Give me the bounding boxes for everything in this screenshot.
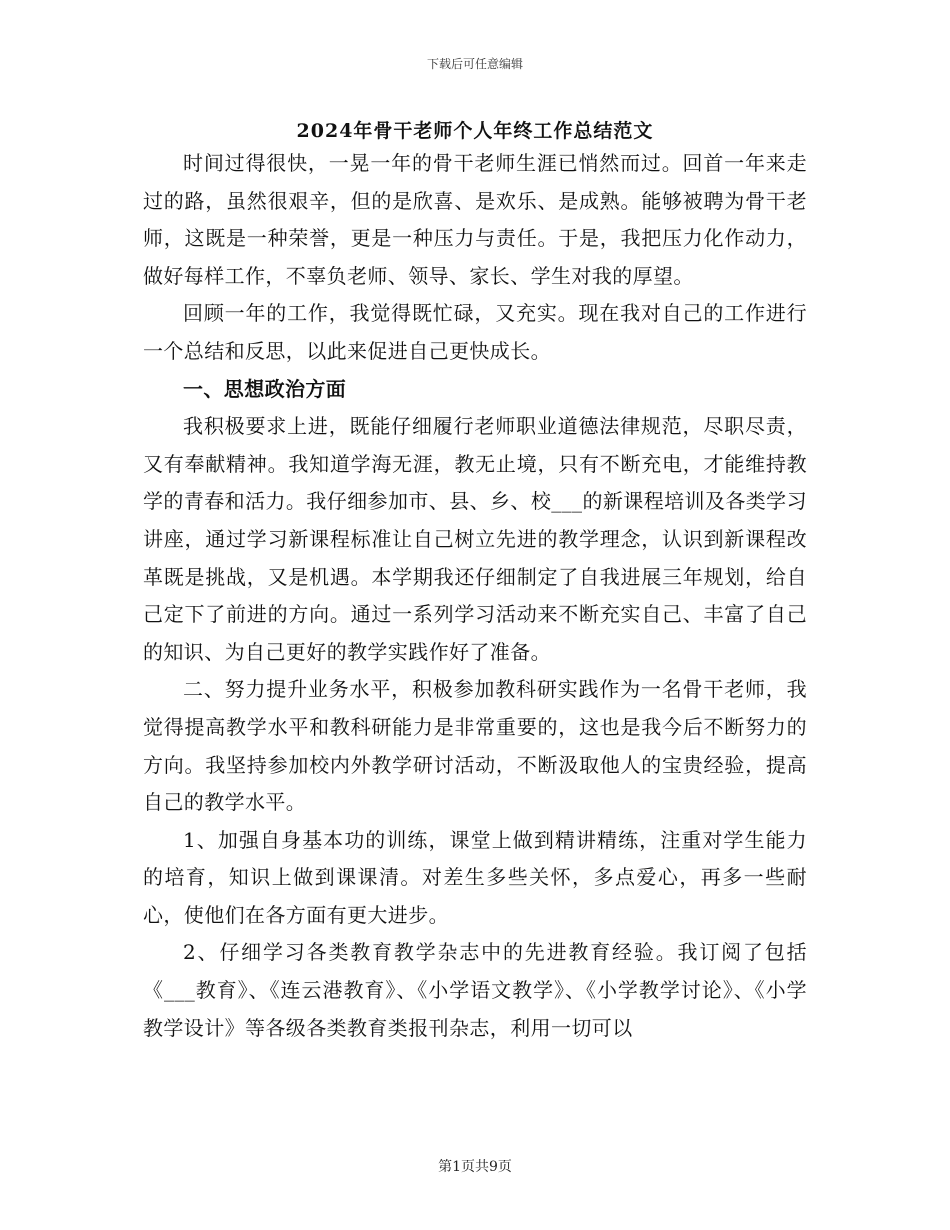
header-note: 下载后可任意编辑 <box>426 57 523 71</box>
paragraph: 二、努力提升业务水平，积极参加教科研实践作为一名骨干老师，我觉得提高教学水平和教科研能力是非常重要的，这也是我今后不断努力的方向。我坚持参加校内外教学研讨活动，不断汲取他人的宝贵经验，提高自己的教学水平。 <box>143 677 807 815</box>
document-body <box>143 145 807 1047</box>
page-number: 第1页共9页 <box>438 1159 512 1175</box>
paragraph: 时间过得很快，一晃一年的骨干老师生涯已悄然而过。回首一年来走过的路，虽然很艰辛，但的是欣喜、是欢乐、是成熟。能够被聘为骨干老师，这既是一种荣誉，更是一种压力与责任。于是，我把压力化作动力，做好每样工作，不辜负老师、领导、家长、学生对我的厚望。 <box>143 151 807 288</box>
paragraph: 1、加强自身基本功的训练，课堂上做到精讲精练，注重对学生能力的培育，知识上做到课课清。对差生多些关怀，多点爱心，再多一些耐心，使他们在各方面有更大进步。 <box>143 827 807 927</box>
paragraph: 我积极要求上进，既能仔细履行老师职业道德法律规范，尽职尽责，又有奉献精神。我知道学海无涯，教无止境，只有不断充电，才能维持教学的青春和活力。我仔细参加市、县、乡、校___的新课程培训及各类学习讲座，通过学习新课程标准让自己树立先进的教学理念，认识到新课程改革既是挑战，又是机遇。本学期我还仔细制定了自我进展三年规划，给自己定下了前进的方向。通过一系列学习活动来不断充实自己、丰富了自己的知识、为自己更好的教学实践作好了准备。 <box>143 414 807 664</box>
section-heading: 一、思想政治方面 <box>183 376 347 401</box>
paragraph: 2、仔细学习各类教育教学杂志中的先进教育经验。我订阅了包括《___教育》、《连云港教育》、《小学语文教学》、《小学教学讨论》、《小学教学设计》等各级各类教育类报刊杂志，利用一切可以 <box>143 940 807 1040</box>
document-title: 2024年骨干老师个人年终工作总结范文 <box>296 120 654 142</box>
paragraph: 回顾一年的工作，我觉得既忙碌，又充实。现在我对自己的工作进行一个总结和反思，以此来促进自己更快成长。 <box>143 301 807 363</box>
